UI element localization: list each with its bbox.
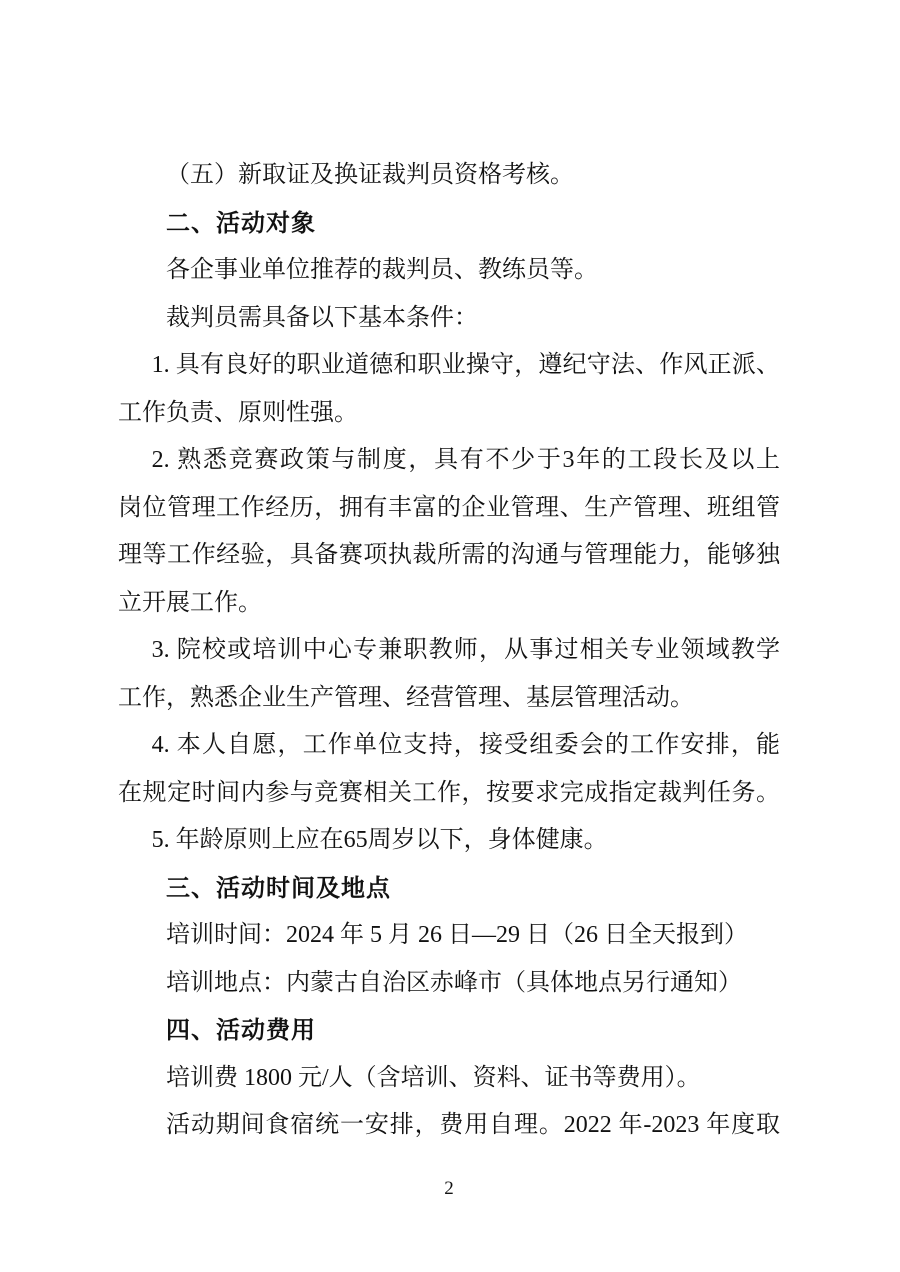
section-heading-3-time-place: 三、活动时间及地点 <box>166 874 391 902</box>
requirement-1-line-2: 工作负责、原则性强。 <box>118 399 358 426</box>
paragraph-training-fee: 培训费 1800 元/人（含培训、资料、证书等费用）。 <box>166 1064 701 1091</box>
section-heading-2-audience: 二、活动对象 <box>166 209 316 237</box>
paragraph-item-5: （五）新取证及换证裁判员资格考核。 <box>166 162 574 188</box>
requirement-5-line: 5. 年龄原则上应在65周岁以下，身体健康。 <box>151 827 608 853</box>
requirement-2-line-4: 立开展工作。 <box>118 589 262 616</box>
paragraph-training-time: 培训时间：2024 年 5 月 26 日—29 日（26 日全天报到） <box>166 922 748 948</box>
requirement-2-line-1: 2. 熟悉竞赛政策与制度，具有不少于3年的工段长及以上 <box>151 447 780 473</box>
requirement-3-line-2: 工作，熟悉企业生产管理、经营管理、基层管理活动。 <box>118 684 694 711</box>
requirement-2-line-3: 理等工作经验，具备赛项执裁所需的沟通与管理能力，能够独 <box>118 542 780 568</box>
requirement-4-line-2: 在规定时间内参与竞赛相关工作，按要求完成指定裁判任务。 <box>118 779 780 806</box>
paragraph-audience: 各企事业单位推荐的裁判员、教练员等。 <box>166 257 598 283</box>
paragraph-requirements-intro: 裁判员需具备以下基本条件： <box>166 304 478 331</box>
requirement-3-line-1: 3. 院校或培训中心专兼职教师，从事过相关专业领域教学 <box>151 637 780 663</box>
requirement-4-line-1: 4. 本人自愿，工作单位支持，接受组委会的工作安排，能 <box>151 732 780 758</box>
requirement-2-line-2: 岗位管理工作经历，拥有丰富的企业管理、生产管理、班组管 <box>118 494 780 521</box>
paragraph-training-place: 培训地点：内蒙古自治区赤峰市（具体地点另行通知） <box>166 969 742 996</box>
page-number: 2 <box>444 1177 454 1199</box>
requirement-1-line-1: 1. 具有良好的职业道德和职业操守，遵纪守法、作风正派、 <box>151 352 780 378</box>
section-heading-4-fees: 四、活动费用 <box>166 1017 316 1044</box>
paragraph-lodging-line-1: 活动期间食宿统一安排，费用自理。2022 年-2023 年度取 <box>166 1112 780 1138</box>
